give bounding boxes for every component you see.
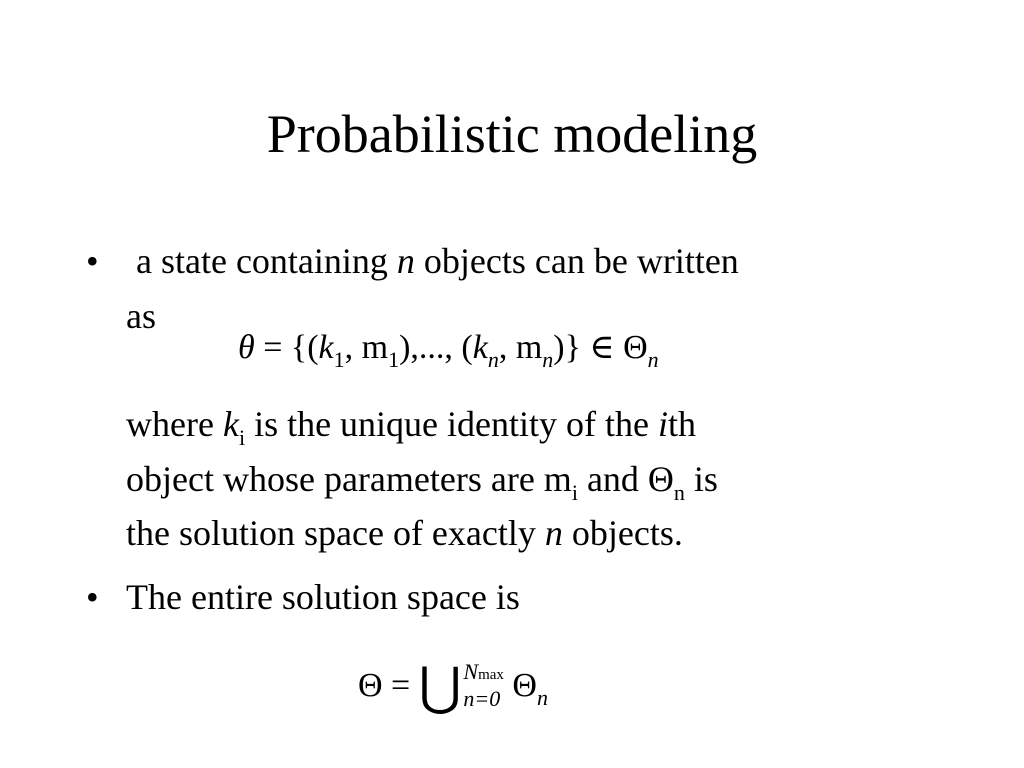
para-line-2 <box>126 458 718 514</box>
union-upper <box>463 660 504 687</box>
para-l1-a: where <box>126 404 223 444</box>
para-line-1 <box>126 403 696 459</box>
eq1-m1-sub: 1 <box>388 347 400 372</box>
bullet-1-line-2: as <box>126 296 156 336</box>
para-i-italic: i <box>658 404 669 444</box>
bullet-marker-2: • <box>86 577 99 617</box>
para-l1-c: th <box>668 404 697 444</box>
bullet-marker-1: • <box>86 241 99 281</box>
state-equation <box>238 328 659 380</box>
eq1-theta-sub: n <box>647 347 659 372</box>
bullet-2-text: The entire solution space is <box>126 577 520 617</box>
eq1-theta: θ <box>238 329 255 366</box>
union-limits <box>463 660 504 711</box>
para-n: n <box>544 513 563 553</box>
eq1-eq: = {( <box>254 329 319 366</box>
eq2-lhs: Θ = <box>358 667 419 704</box>
union-upper-N: N <box>463 659 479 684</box>
eq1-m1: , m <box>344 329 389 366</box>
para-l2-c: is <box>684 459 718 499</box>
eq1-mid: ),..., ( <box>399 329 473 366</box>
union-symbol: ⋃ <box>418 659 462 716</box>
slide-title: Probabilistic modeling <box>266 104 758 164</box>
eq1-mn: , m <box>498 329 543 366</box>
para-theta-sub: n <box>673 480 685 505</box>
eq1-k1-sub: 1 <box>333 347 345 372</box>
eq1-end: )} ∈ Θ <box>553 329 648 366</box>
bullet-1-n: n <box>396 241 415 281</box>
para-l3-b: objects. <box>562 513 683 553</box>
para-l1-b: is the unique identity of the <box>245 404 658 444</box>
eq1-kn-sub: n <box>487 347 499 372</box>
para-line-3 <box>126 512 683 554</box>
union-upper-max: max <box>478 667 504 683</box>
eq1-kn: k <box>472 329 488 366</box>
eq1-k1: k <box>318 329 334 366</box>
para-l3-a: the solution space of exactly <box>126 513 545 553</box>
eq2-rhs-sub: n <box>536 685 548 710</box>
para-l2-a: object whose parameters are m <box>126 459 572 499</box>
union-lower: n=0 <box>463 686 501 711</box>
para-k-sub: i <box>238 425 246 450</box>
bullet-1-text-a: a state containing <box>136 241 397 281</box>
bullet-1-line-1 <box>136 240 739 282</box>
eq1-mn-sub: n <box>542 347 554 372</box>
para-l2-b: and Θ <box>577 459 674 499</box>
para-k: k <box>222 404 239 444</box>
para-m-sub: i <box>571 480 578 505</box>
solution-space-equation <box>358 660 548 718</box>
eq2-rhs: Θ <box>503 667 537 704</box>
bullet-1-text-b: objects can be written <box>414 241 739 281</box>
